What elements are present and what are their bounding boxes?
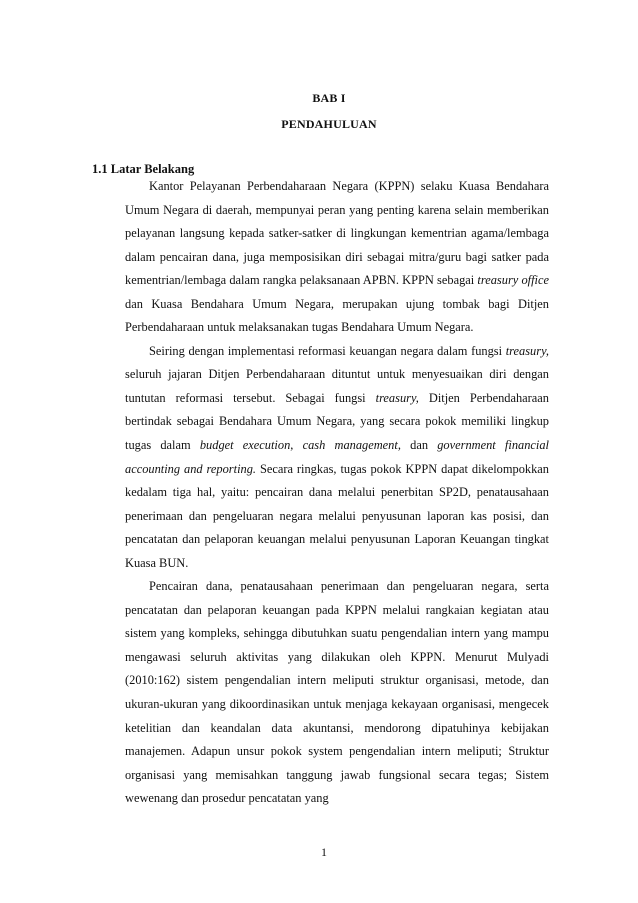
italic-term: cash management,	[302, 438, 401, 453]
chapter-title: PENDAHULUAN	[281, 117, 377, 131]
text-run: Kantor Pelayanan Perbendaharaan Negara (KPPN) selaku Kuasa Bendahara Umum Negara di daerah, mempunyai peran yang penting karena selain memberikan pelayanan langsung kepada satker-satker di lingkungan kementrian agama/lembaga dalam pencairan dana, juga memposisikan diri sebagai mitra/guru bagi satker pada kementrian/lembaga dalam rangka pelaksanaan APBN. KPPN sebagai	[125, 179, 549, 288]
paragraph-2	[125, 340, 549, 575]
paragraph-1	[125, 175, 549, 340]
page-number: 1	[321, 845, 327, 859]
italic-term: budget execution	[199, 438, 291, 453]
chapter-label: BAB I	[312, 91, 346, 105]
text-run: dan	[400, 438, 438, 453]
text-run: dan Kuasa Bendahara Umum Negara, merupakan ujung tombak bagi Ditjen Perbendaharaan untuk melaksanakan tugas Bendahara Umum Negara.	[125, 296, 549, 335]
text-run: Seiring dengan implementasi reformasi keuangan negara dalam fungsi	[149, 343, 506, 358]
section-heading: 1.1 Latar Belakang	[92, 162, 195, 176]
text-run: ,	[290, 438, 303, 453]
text-run: Ditjen Perbendaharaan bertindak sebagai Bendahara Umum Negara, yang secara pokok memiliki lingkup tugas dalam	[125, 390, 549, 453]
italic-term: treasury,	[375, 390, 419, 405]
text-run: seluruh jajaran Ditjen Perbendaharaan dituntut untuk menyesuaikan diri dengan tuntutan reformasi tersebut. Sebagai fungsi	[125, 367, 549, 405]
italic-term: government financial accounting and reporting.	[125, 438, 549, 476]
paragraph-3	[125, 575, 549, 810]
text-run: Pencairan dana, penatausahaan penerimaan dan pengeluaran negara, serta pencatatan dan pelaporan keuangan pada KPPN melalui rangkaian kegiatan atau sistem yang kompleks, sehingga dibutuhkan suatu pengendalian intern yang mampu mengawasi seluruh aktivitas yang dilakukan oleh KPPN. Menurut Mulyadi (2010:162) sistem pengendalian intern meliputi struktur organisasi, metode, dan ukuran-ukuran yang dikoordinasikan untuk menjaga kekayaan organisasi, mengecek ketelitian dan keandalan data akuntansi, mendorong dipatuhinya kebijakan manajemen. Adapun unsur pokok system pengendalian intern meliputi; Struktur organisasi yang memisahkan tanggung jawab fungsional secara tegas; Sistem wewenang dan prosedur pencatatan yang	[125, 579, 549, 806]
italic-term: treasury,	[505, 343, 549, 358]
text-run: Secara ringkas, tugas pokok KPPN dapat dikelompokkan kedalam tiga hal, yaitu: pencairan dana melalui penerbitan SP2D, penatausahaan penerimaan dan pengeluaran negara melalui penyusunan laporan kas posisi, dan pencatatan dan pelaporan keuangan melalui penyusunan Laporan Keuangan tingkat Kuasa BUN.	[125, 461, 549, 570]
body-text	[125, 175, 549, 811]
italic-term: treasury office	[477, 273, 549, 288]
